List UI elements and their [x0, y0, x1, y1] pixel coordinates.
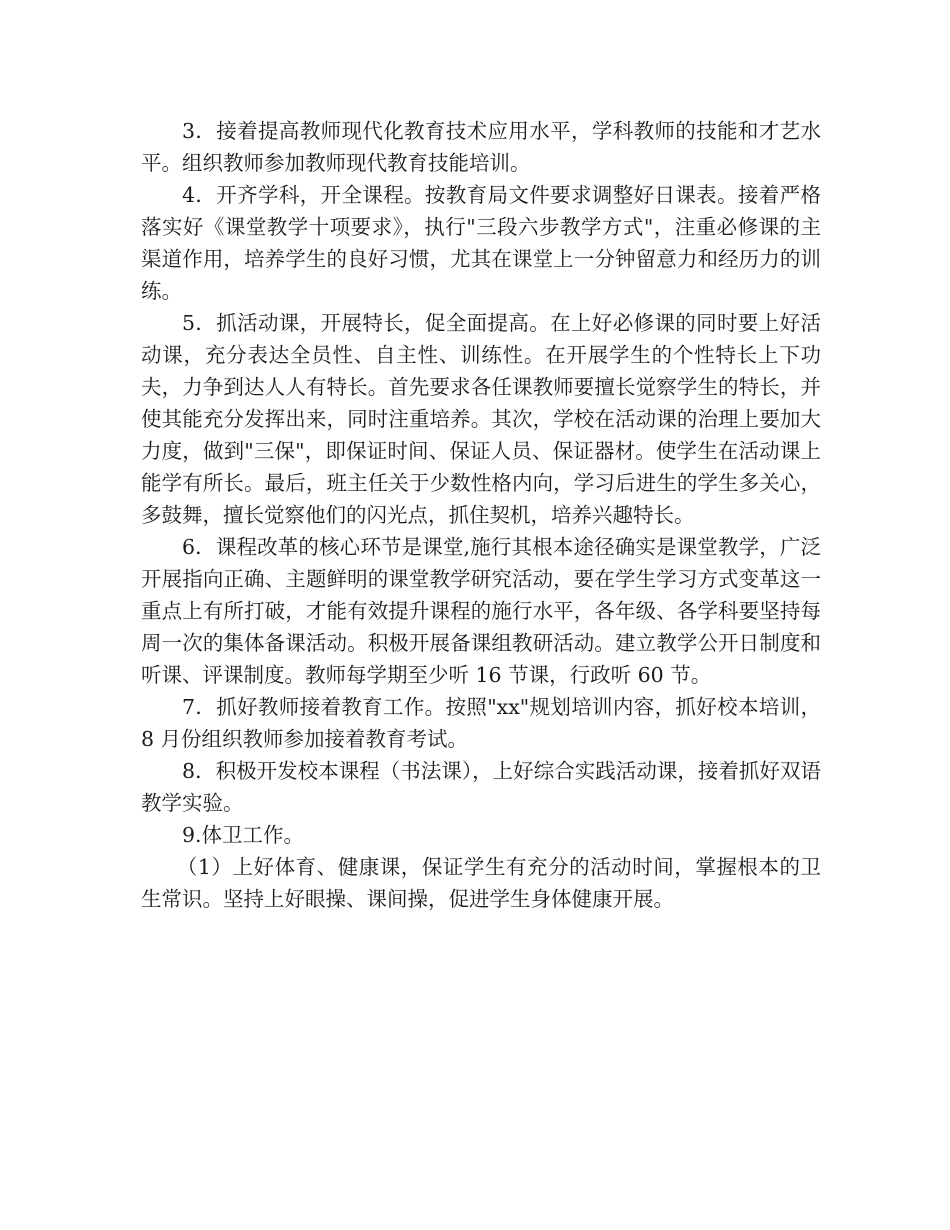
paragraph-item-8: 8．积极开发校本课程（书法课），上好综合实践活动课，接着抓好双语教学实验。: [141, 759, 821, 815]
document-body: [141, 115, 821, 915]
paragraph-item-4: 4．开齐学科，开全课程。按教育局文件要求调整好日课表。接着严格落实好《课堂教学十项要求》，执行"三段六步教学方式"，注重必修课的主渠道作用，培养学生的良好习惯，尤其在课堂上一分钟留意力和经历力的训练。: [141, 183, 821, 303]
paragraph-item-7: 7．抓好教师接着教育工作。按照"xx"规划培训内容，抓好校本培训，8 月份组织教师参加接着教育考试。: [141, 695, 821, 751]
paragraph-subitem-1: （1）上好体育、健康课，保证学生有充分的活动时间，掌握根本的卫生常识。坚持上好眼操、课间操，促进学生身体健康开展。: [141, 855, 821, 911]
paragraph-item-3: 3．接着提高教师现代化教育技术应用水平，学科教师的技能和才艺水平。组织教师参加教师现代教育技能培训。: [141, 119, 821, 175]
paragraph-item-9-heading: 9.体卫工作。: [182, 823, 305, 847]
paragraph-item-6: 6．课程改革的核心环节是课堂,施行其根本途径确实是课堂教学，广泛开展指向正确、主题鲜明的课堂教学研究活动，要在学生学习方式变革这一重点上有所打破，才能有效提升课程的施行水平，各年级、各学科要坚持每周一次的集体备课活动。积极开展备课组教研活动。建立教学公开日制度和听课、评课制度。教师每学期至少听 16 节课，行政听 60 节。: [141, 535, 821, 687]
paragraph-item-5: 5．抓活动课，开展特长，促全面提高。在上好必修课的同时要上好活动课，充分表达全员性、自主性、训练性。在开展学生的个性特长上下功夫，力争到达人人有特长。首先要求各任课教师要擅长觉察学生的特长，并使其能充分发挥出来，同时注重培养。其次，学校在活动课的治理上要加大力度，做到"三保"，即保证时间、保证人员、保证器材。使学生在活动课上能学有所长。最后，班主任关于少数性格内向，学习后进生的学生多关心，多鼓舞，擅长觉察他们的闪光点，抓住契机，培养兴趣特长。: [141, 311, 821, 527]
